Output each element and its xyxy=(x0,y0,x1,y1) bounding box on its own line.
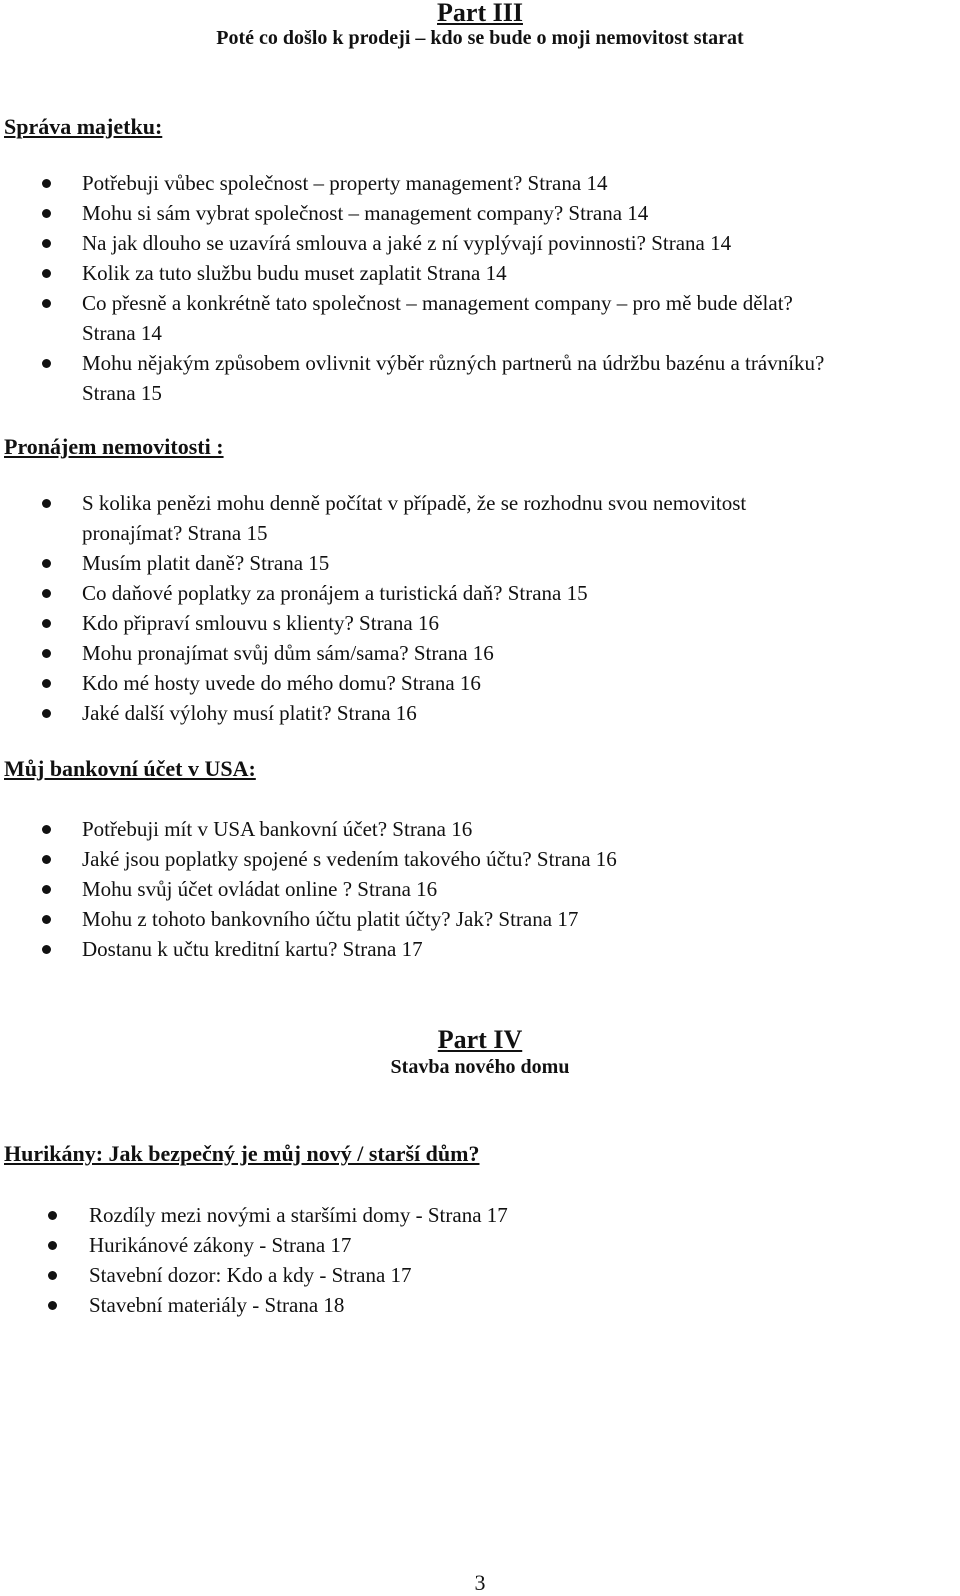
list-sprava-majetku xyxy=(0,168,824,408)
list-item: Musím platit daně? Strana 15 xyxy=(0,548,746,578)
list-item: Rozdíly mezi novými a staršími domy - Strana 17 xyxy=(0,1200,508,1230)
list-item-line: Strana 15 xyxy=(82,381,162,405)
list-item-line: pronajímat? Strana 15 xyxy=(82,521,268,545)
part-3-subtitle: Poté co došlo k prodeji – kdo se bude o moji nemovitost starat xyxy=(216,27,744,49)
list-item: Kolik za tuto službu budu muset zaplatit Strana 14 xyxy=(0,258,824,288)
list-item-line: Strana 14 xyxy=(82,321,162,345)
list-item: Dostanu k učtu kreditní kartu? Strana 17 xyxy=(0,934,617,964)
list-item: Hurikánové zákony - Strana 17 xyxy=(0,1230,508,1260)
list-item: Potřebuji mít v USA bankovní účet? Strana 16 xyxy=(0,814,617,844)
list-bankovni-ucet xyxy=(0,814,617,964)
page-number: 3 xyxy=(474,1570,486,1595)
list-item: Stavební materiály - Strana 18 xyxy=(0,1290,508,1320)
list-item: Mohu svůj účet ovládat online ? Strana 16 xyxy=(0,874,617,904)
section-heading-pronajem: Pronájem nemovitosti : xyxy=(4,434,224,459)
list-item: Co daňové poplatky za pronájem a turistická daň? Strana 15 xyxy=(0,578,746,608)
list-item xyxy=(0,288,824,348)
list-item: Mohu si sám vybrat společnost – management company? Strana 14 xyxy=(0,198,824,228)
list-item: Jaké další výlohy musí platit? Strana 16 xyxy=(0,698,746,728)
part-4-title: Part IV xyxy=(437,1025,523,1054)
section-heading-sprava-majetku: Správa majetku: xyxy=(4,114,163,139)
list-item: Kdo mé hosty uvede do mého domu? Strana 16 xyxy=(0,668,746,698)
list-hurikany xyxy=(0,1200,508,1320)
list-item: Potřebuji vůbec společnost – property management? Strana 14 xyxy=(0,168,824,198)
list-item: Jaké jsou poplatky spojené s vedením takového účtu? Strana 16 xyxy=(0,844,617,874)
list-item xyxy=(0,348,824,408)
list-pronajem xyxy=(0,488,746,728)
list-item: Na jak dlouho se uzavírá smlouva a jaké z ní vyplývají povinnosti? Strana 14 xyxy=(0,228,824,258)
list-item: Kdo připraví smlouvu s klienty? Strana 16 xyxy=(0,608,746,638)
list-item-line: Co přesně a konkrétně tato společnost – management company – pro mě bude dělat? xyxy=(82,291,793,315)
list-item xyxy=(0,488,746,548)
section-heading-bankovni-ucet: Můj bankovní účet v USA: xyxy=(4,756,256,781)
list-item: Stavební dozor: Kdo a kdy - Strana 17 xyxy=(0,1260,508,1290)
section-heading-hurikany: Hurikány: Jak bezpečný je můj nový / starší dům? xyxy=(4,1141,480,1166)
part-4-subtitle: Stavba nového domu xyxy=(390,1056,570,1078)
list-item: Mohu z tohoto bankovního účtu platit účty? Jak? Strana 17 xyxy=(0,904,617,934)
list-item-line: S kolika penězi mohu denně počítat v případě, že se rozhodnu svou nemovitost xyxy=(82,491,747,515)
list-item: Mohu pronajímat svůj dům sám/sama? Strana 16 xyxy=(0,638,746,668)
list-item-line: Mohu nějakým způsobem ovlivnit výběr různých partnerů na údržbu bazénu a trávníku? xyxy=(82,351,825,375)
part-3-title: Part III xyxy=(437,0,523,27)
